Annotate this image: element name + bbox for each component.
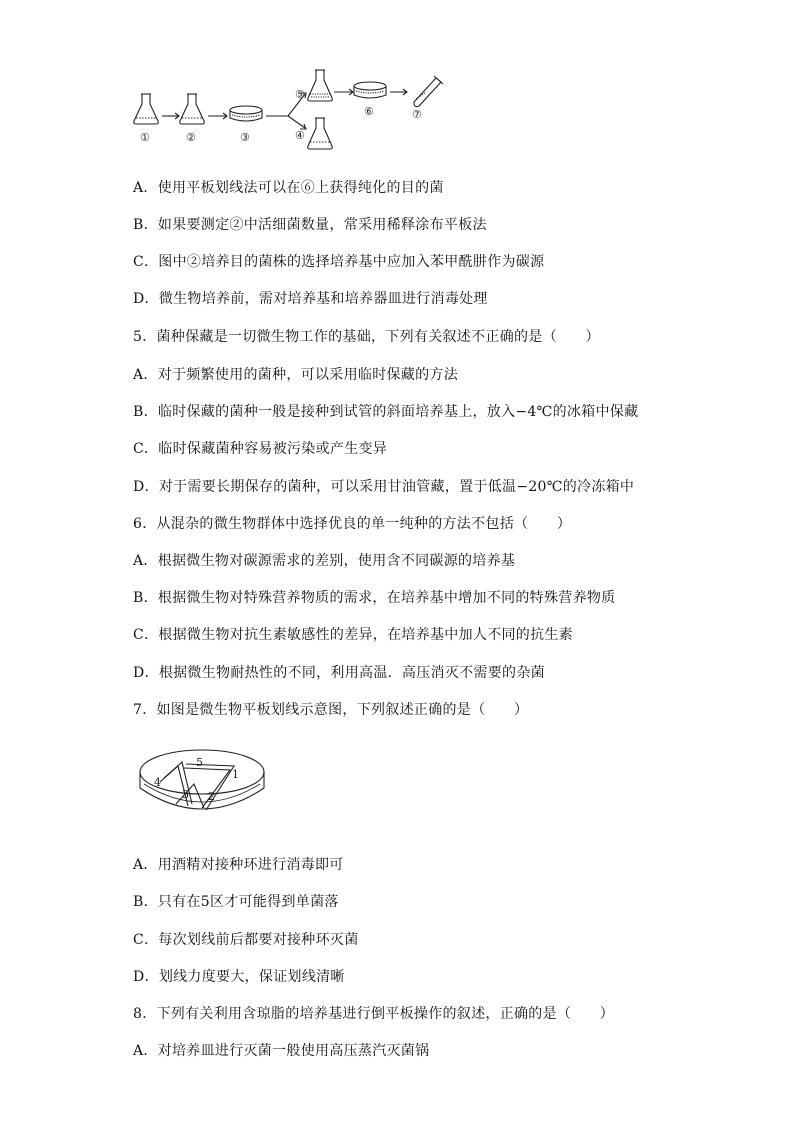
zone-4-label: 4 [154, 776, 161, 789]
q8-stem: 8．下列有关利用含琼脂的培养基进行倒平板操作的叙述，正确的是（ ） [133, 1006, 615, 1022]
zone-3-label: 3 [182, 788, 189, 801]
label-7: ⑦ [412, 108, 422, 121]
zone-5-label: 5 [196, 756, 203, 769]
q4-option-b: B．如果要测定②中活细菌数量，常采用稀释涂布平板法 [133, 217, 487, 233]
q6-option-c: C．根据微生物对抗生素敏感性的差异，在培养基中加人不同的抗生素 [133, 627, 574, 643]
q7-option-d: D．划线力度要大，保证划线清晰 [133, 969, 345, 985]
flask-4-icon [308, 118, 333, 149]
label-6: ⑥ [364, 105, 374, 118]
q8-option-a: A．对培养皿进行灭菌一般使用高压蒸汽灭菌锅 [133, 1043, 430, 1059]
label-5: ⑤ [295, 88, 305, 101]
flask-5-icon [308, 70, 333, 101]
q6-option-a: A．根据微生物对碳源需求的差别，使用含不同碳源的培养基 [133, 553, 516, 569]
flask-2-icon [180, 94, 205, 124]
q6-option-d: D．根据微生物耐热性的不同，利用高温．高压消灭不需要的杂菌 [133, 665, 545, 681]
q6-option-b: B．根据微生物对特殊营养物质的需求，在培养基中增加不同的特殊营养物质 [133, 590, 616, 606]
label-3: ③ [240, 131, 250, 144]
zone-1-label: 1 [232, 768, 239, 781]
streak-plate-diagram [134, 744, 274, 830]
zone-2-label: 2 [208, 790, 215, 803]
q7-stem: 7．如图是微生物平板划线示意图，下列叙述正确的是（ ） [133, 702, 529, 718]
petri-dish-3-icon [230, 106, 262, 121]
culture-flow-diagram [130, 66, 450, 156]
q7-option-a: A．用酒精对接种环进行消毒即可 [133, 857, 344, 873]
label-4: ④ [295, 129, 305, 142]
q4-option-a: A．使用平板划线法可以在⑥上获得纯化的目的菌 [133, 180, 444, 196]
test-tube-7-icon [414, 76, 443, 107]
q5-option-d: D．对于需要长期保存的菌种，可以采用甘油管藏，置于低温−20℃的冷冻箱中 [133, 479, 635, 495]
label-1: ① [140, 131, 150, 144]
q4-option-d: D．微生物培养前，需对培养基和培养器皿进行消毒处理 [133, 291, 488, 307]
q5-stem: 5．菌种保藏是一切微生物工作的基础，下列有关叙述不正确的是（ ） [133, 329, 600, 345]
q6-stem: 6．从混杂的微生物群体中选择优良的单一纯种的方法不包括（ ） [133, 516, 572, 532]
flask-1-icon [134, 94, 159, 124]
q5-option-b: B．临时保藏的菌种一般是接种到试管的斜面培养基上，放入−4℃的冰箱中保藏 [133, 404, 639, 420]
q7-option-b: B．只有在5区才可能得到单菌落 [133, 894, 339, 910]
label-2: ② [186, 131, 196, 144]
q7-option-c: C．每次划线前后都要对接种环灭菌 [133, 932, 359, 948]
q5-option-a: A．对于频繁使用的菌种，可以采用临时保藏的方法 [133, 367, 459, 383]
petri-dish-6-icon [354, 82, 386, 98]
q4-option-c: C．图中②培养目的菌株的选择培养基中应加入苯甲酰肼作为碳源 [133, 254, 545, 270]
q5-option-c: C．临时保藏菌种容易被污染或产生变异 [133, 441, 388, 457]
